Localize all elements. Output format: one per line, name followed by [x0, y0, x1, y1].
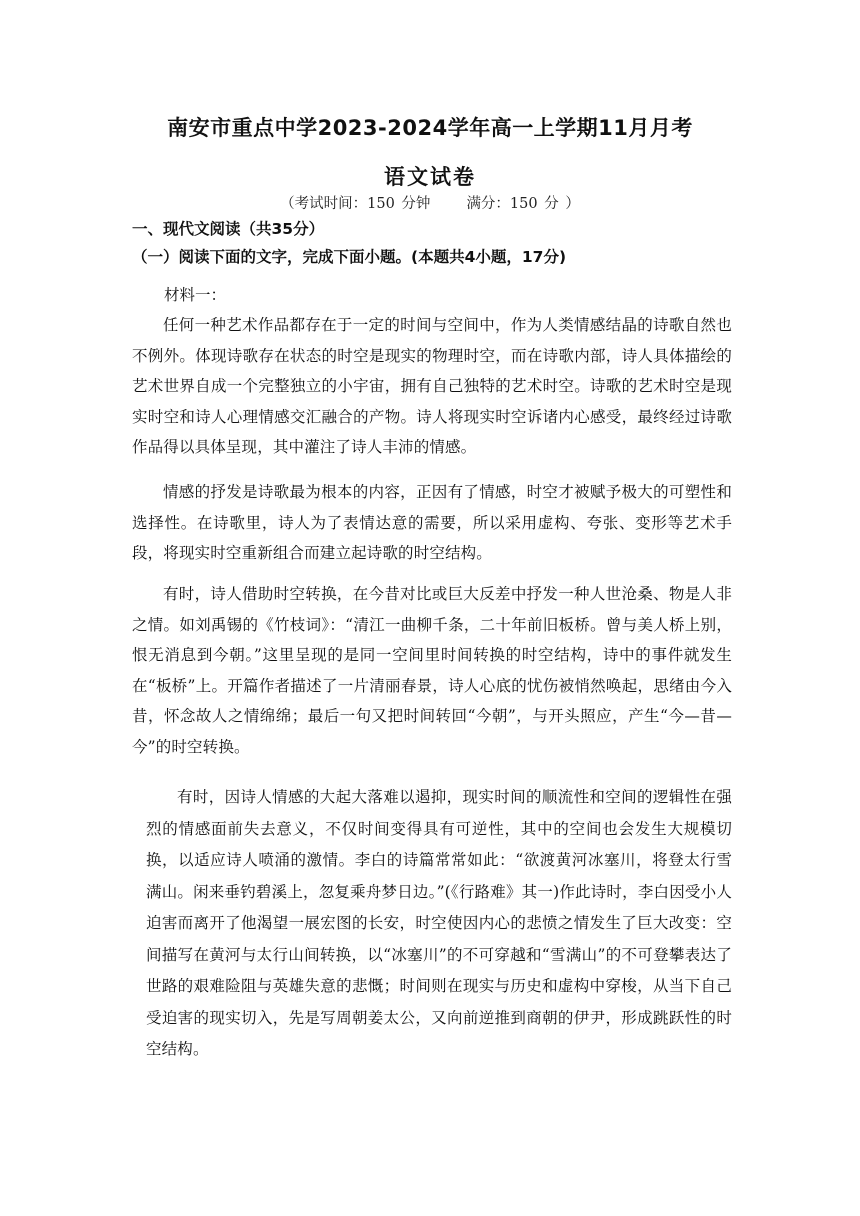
- section-heading: 一、现代文阅读（共35分）: [132, 220, 325, 238]
- exam-info: [0, 192, 860, 213]
- paragraph: 有时，因诗人情感的大起大落难以遏抑，现实时间的顺流性和空间的逻辑性在强烈的情感面前失去意义，不仅时间变得具有可逆性，其中的空间也会发生大规模切换，以适应诗人喷涌的激情。李白的诗篇常常如此：“欲渡黄河冰塞川，将登太行雪满山。闲来垂钓碧溪上，忽复乘舟梦日边。”(《行路难》其一)作此诗时，李白因受小人迫害而离开了他渴望一展宏图的长安，时空使因内心的悲愤之情发生了巨大改变：空间描写在黄河与太行山间转换，以“冰塞川”的不可穿越和“雪满山”的不可登攀表达了世路的艰难险阻与英雄失意的悲慨；时间则在现实与历史和虚构中穿梭，从当下自己受迫害的现实切入，先是写周朝姜太公，又向前逆推到商朝的伊尹，形成跳跃性的时空结构。: [146, 788, 732, 1058]
- exam-subtitle: 语文试卷: [384, 165, 476, 189]
- paragraph: 有时，诗人借助时空转换，在今昔对比或巨大反差中抒发一种人世沧桑、物是人非之情。如刘禹锡的《竹枝词》：“清江一曲柳千条，二十年前旧板桥。曾与美人桥上别，恨无消息到今朝。”这里呈现的是同一空间里时间转换的时空结构，诗中的事件就发生在“板桥”上。开篇作者描述了一片清丽春景，诗人心底的忧伤被悄然唤起，思绪由今入昔，怀念故人之情绵绵；最后一句又把时间转回“今朝”，与开头照应，产生“今—昔—今”的时空转换。: [132, 585, 732, 756]
- subsection-heading: （一）阅读下面的文字，完成下面小题。(本题共4小题，17分): [132, 248, 567, 266]
- paragraph: 情感的抒发是诗歌最为根本的内容，正因有了情感，时空才被赋予极大的可塑性和选择性。在诗歌里，诗人为了表情达意的需要，所以采用虚构、夸张、变形等艺术手段，将现实时空重新组合而建立起诗歌的时空结构。: [132, 483, 732, 562]
- paragraph: 任何一种艺术作品都存在于一定的时间与空间中，作为人类情感结晶的诗歌自然也不例外。体现诗歌存在状态的时空是现实的物理时空，而在诗歌内部，诗人具体描绘的艺术世界自成一个完整独立的小宇宙，拥有自己独特的艺术时空。诗歌的艺术时空是现实时空和诗人心理情感交汇融合的产物。诗人将现实时空诉诸内心感受，最终经过诗歌作品得以具体呈现，其中灌注了诗人丰沛的情感。: [132, 316, 732, 456]
- exam-title: 南安市重点中学2023-2024学年高一上学期11月月考: [167, 116, 693, 140]
- full-score: 满分：150 分 ）: [466, 196, 580, 212]
- material-label: 材料一：: [164, 286, 227, 304]
- exam-time: （考试时间：150 分钟: [280, 196, 431, 212]
